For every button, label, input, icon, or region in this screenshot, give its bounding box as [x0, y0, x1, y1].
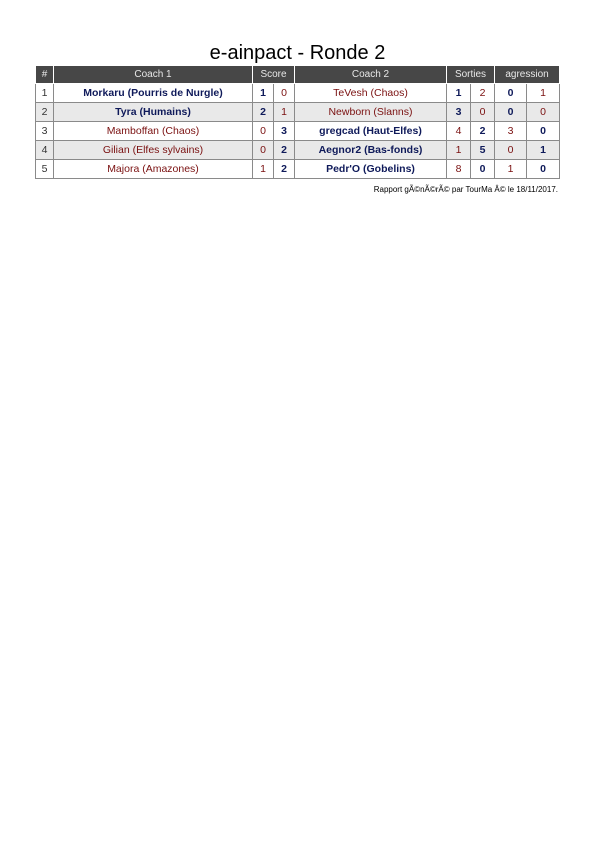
header-coach1: Coach 1 — [54, 66, 253, 84]
row-number: 1 — [36, 84, 54, 103]
coach2-cell: gregcad (Haut-Elfes) — [295, 122, 447, 141]
sorties2-cell: 0 — [471, 160, 495, 179]
agression2-cell: 0 — [527, 122, 560, 141]
sorties2-cell: 2 — [471, 122, 495, 141]
sorties2-cell: 5 — [471, 141, 495, 160]
row-number: 2 — [36, 103, 54, 122]
score2-cell: 0 — [274, 84, 295, 103]
agression1-cell: 0 — [495, 103, 527, 122]
coach2-cell: Newborn (Slanns) — [295, 103, 447, 122]
row-number: 3 — [36, 122, 54, 141]
sorties1-cell: 1 — [447, 84, 471, 103]
agression1-cell: 0 — [495, 84, 527, 103]
header-sorties: Sorties — [447, 66, 495, 84]
row-number: 4 — [36, 141, 54, 160]
agression2-cell: 1 — [527, 141, 560, 160]
coach2-cell: Pedr'O (Gobelins) — [295, 160, 447, 179]
table-row — [36, 103, 560, 122]
score2-cell: 1 — [274, 103, 295, 122]
score2-cell: 2 — [274, 160, 295, 179]
table-row — [36, 141, 560, 160]
agression1-cell: 0 — [495, 141, 527, 160]
score2-cell: 3 — [274, 122, 295, 141]
header-agression: agression — [495, 66, 560, 84]
score1-cell: 1 — [253, 160, 274, 179]
table-row — [36, 84, 560, 103]
agression1-cell: 1 — [495, 160, 527, 179]
score1-cell: 0 — [253, 141, 274, 160]
score2-cell: 2 — [274, 141, 295, 160]
coach1-cell: Tyra (Humains) — [54, 103, 253, 122]
sorties2-cell: 0 — [471, 103, 495, 122]
score1-cell: 1 — [253, 84, 274, 103]
coach1-cell: Majora (Amazones) — [54, 160, 253, 179]
agression2-cell: 0 — [527, 160, 560, 179]
agression2-cell: 0 — [527, 103, 560, 122]
coach1-cell: Morkaru (Pourris de Nurgle) — [54, 84, 253, 103]
sorties2-cell: 2 — [471, 84, 495, 103]
header-coach2: Coach 2 — [295, 66, 447, 84]
page-title: e-ainpact - Ronde 2 — [209, 42, 386, 64]
coach1-cell: Mamboffan (Chaos) — [54, 122, 253, 141]
agression2-cell: 1 — [527, 84, 560, 103]
report-footer: Rapport gÃ©nÃ©rÃ© par TourMa Â© le 18/11/2017. — [373, 185, 558, 194]
agression1-cell: 3 — [495, 122, 527, 141]
sorties1-cell: 8 — [447, 160, 471, 179]
coach1-cell: Gilian (Elfes sylvains) — [54, 141, 253, 160]
sorties1-cell: 1 — [447, 141, 471, 160]
row-number: 5 — [36, 160, 54, 179]
table-row — [36, 160, 560, 179]
sorties1-cell: 4 — [447, 122, 471, 141]
score1-cell: 0 — [253, 122, 274, 141]
header-number: # — [36, 66, 54, 84]
sorties1-cell: 3 — [447, 103, 471, 122]
coach2-cell: TeVesh (Chaos) — [295, 84, 447, 103]
coach2-cell: Aegnor2 (Bas-fonds) — [295, 141, 447, 160]
header-score: Score — [253, 66, 295, 84]
table-row — [36, 122, 560, 141]
table-header-row — [36, 66, 560, 84]
score1-cell: 2 — [253, 103, 274, 122]
results-table — [35, 65, 560, 179]
